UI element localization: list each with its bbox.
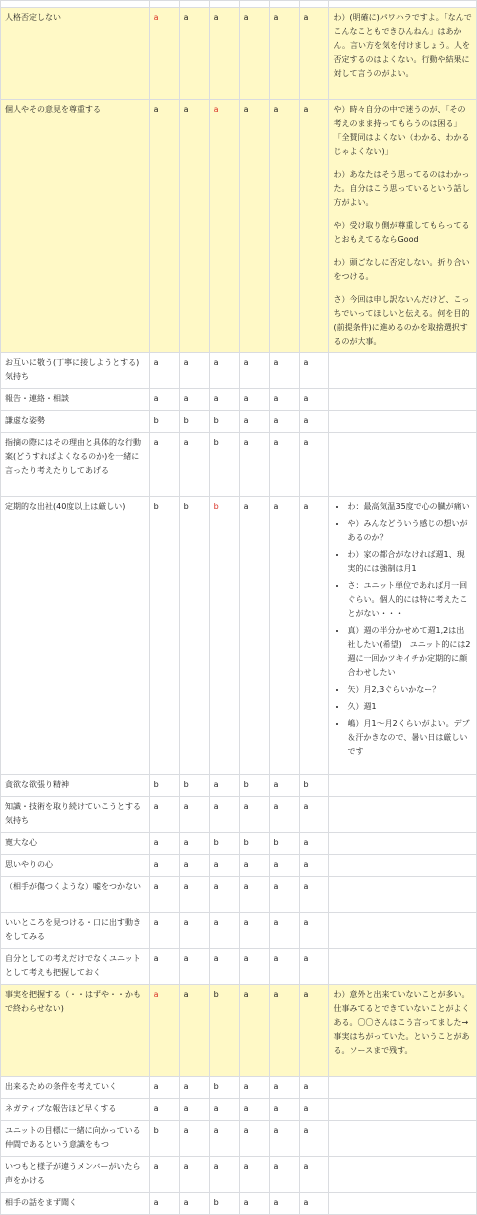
rating-cell[interactable]: a (299, 913, 329, 949)
comment-paragraph: わ）頭ごなしに否定しない。折り合いをつける。 (333, 258, 470, 281)
rating-cell[interactable]: a (239, 8, 269, 100)
comment-cell[interactable] (329, 389, 477, 411)
comment-list-item: • さ：ユニット単位であれば月一回ぐらい。個人的には特に考えたことがない・・・ (347, 579, 472, 621)
rating-cell[interactable]: a (269, 100, 299, 353)
rating-cell[interactable]: a (299, 100, 329, 353)
rating-cell[interactable]: a (299, 855, 329, 877)
rating-cell[interactable]: a (299, 1193, 329, 1215)
rating-cell[interactable]: a (149, 985, 179, 1077)
comment-list (333, 500, 472, 759)
rating-cell[interactable]: a (149, 797, 179, 833)
comment-cell[interactable] (329, 1157, 477, 1193)
comment-cell[interactable] (329, 100, 477, 353)
comment-list-item: • や）みんなどういう感じの想いがあるのか？ (347, 517, 472, 545)
rating-cell[interactable]: a (269, 497, 299, 775)
table-row (1, 497, 477, 775)
rating-cell[interactable]: b (149, 497, 179, 775)
row-label[interactable]: 思いやりの心 (1, 855, 150, 877)
rating-cell[interactable]: a (269, 877, 299, 913)
rating-cell[interactable]: a (299, 797, 329, 833)
row-label[interactable]: 出来るための条件を考えていく (1, 1077, 150, 1099)
rating-cell[interactable]: a (179, 985, 209, 1077)
rating-cell[interactable]: a (179, 1077, 209, 1099)
table-row (1, 775, 477, 797)
rating-cell[interactable]: b (179, 411, 209, 433)
rating-cell[interactable]: a (149, 913, 179, 949)
rating-cell[interactable]: a (239, 877, 269, 913)
rating-cell[interactable]: a (299, 833, 329, 855)
comment-paragraph: や）時々自分の中で迷うのが、「その考えのまま持ってもらうのは困る」「全賛同はよくない（わかる、わかるじゃよくない)」 (333, 105, 470, 156)
table-row (1, 411, 477, 433)
rating-cell[interactable]: a (299, 433, 329, 497)
rating-cell[interactable]: a (269, 1157, 299, 1193)
row-label[interactable]: 自分としての考えだけでなくユニットとして考えも把握しておく (1, 949, 150, 985)
row-label[interactable]: 知識・技術を取り続けていこうとする気持ち (1, 797, 150, 833)
rating-cell[interactable]: b (299, 775, 329, 797)
row-label[interactable]: お互いに敬う(丁寧に接しようとする)気持ち (1, 353, 150, 389)
rating-cell[interactable]: a (269, 1121, 299, 1157)
rating-cell[interactable]: a (239, 855, 269, 877)
table-body (1, 1, 477, 1215)
rating-cell[interactable]: a (179, 100, 209, 353)
rating-cell[interactable]: a (209, 913, 239, 949)
rating-cell[interactable]: a (269, 433, 299, 497)
comment-cell[interactable] (329, 949, 477, 985)
rating-cell[interactable]: a (149, 1193, 179, 1215)
rating-cell[interactable]: a (239, 1157, 269, 1193)
rating-cell[interactable]: b (149, 411, 179, 433)
comment-list-item: • わ：最高気温35度で心の臓が痛い (347, 500, 472, 514)
rating-cell[interactable]: a (209, 775, 239, 797)
comment-paragraph: や）受け取り側が尊重してもらってるとおもえてるならGood (333, 221, 470, 244)
rating-cell[interactable]: a (149, 100, 179, 353)
rating-cell[interactable]: a (149, 855, 179, 877)
row-label[interactable]: 報告・連絡・相談 (1, 389, 150, 411)
table-row (1, 833, 477, 855)
table-row (1, 985, 477, 1077)
comment-cell[interactable] (329, 775, 477, 797)
rating-cell[interactable]: a (269, 353, 299, 389)
rating-cell[interactable]: a (209, 389, 239, 411)
rating-cell[interactable]: b (209, 1077, 239, 1099)
rating-cell[interactable]: a (149, 949, 179, 985)
rating-cell[interactable]: a (299, 497, 329, 775)
rating-cell[interactable]: a (149, 389, 179, 411)
rating-cell[interactable]: a (209, 353, 239, 389)
rating-cell[interactable]: a (179, 1121, 209, 1157)
rating-cell[interactable]: b (209, 497, 239, 775)
row-label[interactable]: 謙虚な姿勢 (1, 411, 150, 433)
comment-cell[interactable] (329, 797, 477, 833)
table-row (1, 797, 477, 833)
row-label[interactable]: 指摘の際にはその理由と具体的な行動案(どうすればよくなるのか)を一緒に言ったり考えたりしてあげる (1, 433, 150, 497)
rating-cell[interactable]: a (239, 353, 269, 389)
rating-cell[interactable]: a (239, 1121, 269, 1157)
rating-cell[interactable]: a (179, 877, 209, 913)
rating-cell[interactable]: a (269, 1193, 299, 1215)
rating-cell[interactable]: a (209, 1121, 239, 1157)
rating-cell[interactable]: a (299, 389, 329, 411)
rating-cell[interactable]: a (269, 855, 299, 877)
table-row (1, 1077, 477, 1099)
row-label[interactable]: （相手が傷つくような）嘘をつかない (1, 877, 150, 913)
table-row (1, 1193, 477, 1215)
rating-cell[interactable]: a (269, 1099, 299, 1121)
table-row (1, 353, 477, 389)
rating-cell[interactable]: a (149, 877, 179, 913)
rating-cell[interactable]: a (269, 8, 299, 100)
rating-cell[interactable]: a (239, 913, 269, 949)
rating-cell[interactable]: a (149, 353, 179, 389)
rating-cell[interactable]: a (239, 411, 269, 433)
table-row (1, 433, 477, 497)
rating-cell[interactable]: b (179, 775, 209, 797)
rating-cell[interactable]: a (179, 855, 209, 877)
rating-cell[interactable]: a (149, 1077, 179, 1099)
rating-cell[interactable]: b (209, 411, 239, 433)
comment-list-item: • 嶋）月1〜月2くらいがよい。デブ＆汗かきなので、暑い日は厳しいです (347, 717, 472, 759)
rating-cell[interactable]: b (149, 1121, 179, 1157)
row-label[interactable]: 事実を把握する（・・はずや・・かもで終わらせない) (1, 985, 150, 1077)
table-row (1, 949, 477, 985)
rating-cell[interactable]: a (209, 1157, 239, 1193)
rating-cell[interactable]: b (209, 833, 239, 855)
row-label[interactable]: ユニットの目標に一緒に向かっている仲間であるという意識をもつ (1, 1121, 150, 1157)
table-row (1, 1157, 477, 1193)
table-row (1, 100, 477, 353)
rating-cell[interactable]: a (179, 1157, 209, 1193)
comment-paragraph: わ）(明確に)パワハラですよ。「なんでこんなこともできひんねん」はあかん。言い方を気を付けましょう。人を否定するのはよくない。行動や結果に対して言うのがよい。 (333, 13, 472, 78)
table-row (1, 855, 477, 877)
rating-cell[interactable]: b (209, 1193, 239, 1215)
row-label[interactable]: 個人やその意見を尊重する (1, 100, 150, 353)
comment-cell[interactable] (329, 1099, 477, 1121)
row-label[interactable]: 貪欲な欲張り精神 (1, 775, 150, 797)
rating-cell[interactable]: b (239, 775, 269, 797)
rating-cell[interactable]: b (179, 497, 209, 775)
rating-cell[interactable]: a (299, 1077, 329, 1099)
rating-cell[interactable]: a (239, 985, 269, 1077)
rating-cell[interactable]: a (209, 797, 239, 833)
rating-cell[interactable]: a (269, 389, 299, 411)
rating-cell[interactable]: b (209, 985, 239, 1077)
table-row (1, 877, 477, 913)
table-row (1, 1121, 477, 1157)
rating-cell[interactable]: a (239, 1193, 269, 1215)
rating-cell[interactable]: a (209, 949, 239, 985)
rating-cell[interactable]: a (209, 1099, 239, 1121)
comment-cell[interactable] (329, 497, 477, 775)
rating-cell[interactable]: a (179, 389, 209, 411)
rating-cell[interactable]: a (299, 985, 329, 1077)
comment-paragraph: さ）今回は申し訳ないんだけど、こっちでいってほしいと伝える。何を目的(前提条件)に進めるのかを取捨選択するのが大事。 (333, 295, 470, 346)
rating-cell[interactable]: a (149, 833, 179, 855)
rating-cell[interactable]: a (299, 8, 329, 100)
row-label[interactable]: いいところを見つける・口に出す動きをしてみる (1, 913, 150, 949)
rating-cell[interactable]: a (239, 389, 269, 411)
rating-cell[interactable]: a (179, 913, 209, 949)
row-label[interactable]: ネガティブな報告ほど早くする (1, 1099, 150, 1121)
rating-cell[interactable]: a (239, 497, 269, 775)
rating-cell[interactable]: a (179, 1099, 209, 1121)
rating-cell[interactable]: a (149, 8, 179, 100)
comment-cell[interactable] (329, 833, 477, 855)
comment-cell[interactable] (329, 855, 477, 877)
table-row (1, 389, 477, 411)
row-label[interactable]: 定期的な出社(40度以上は厳しい) (1, 497, 150, 775)
rating-cell[interactable]: a (149, 1157, 179, 1193)
row-label[interactable]: 寛大な心 (1, 833, 150, 855)
table-row (1, 1099, 477, 1121)
row-label[interactable]: いつもと様子が違うメンバーがいたら声をかける (1, 1157, 150, 1193)
rating-cell[interactable]: a (299, 411, 329, 433)
rating-cell[interactable]: a (299, 949, 329, 985)
rating-cell[interactable]: a (269, 1077, 299, 1099)
comment-list-item: • 矢）月2,3ぐらいかなー？ (347, 683, 472, 697)
comment-list-item: • 久）週1 (347, 700, 472, 714)
rating-cell[interactable]: b (269, 833, 299, 855)
comment-cell[interactable] (329, 411, 477, 433)
table-row (1, 913, 477, 949)
comment-cell[interactable] (329, 1193, 477, 1215)
comment-paragraph: わ）意外と出来ていないことが多い。仕事みてるとできていないことがよくある。〇〇さんはこう言ってました→事実はちがっていた。ということがある。ソースまで残す。 (333, 990, 470, 1055)
rating-cell[interactable]: a (179, 797, 209, 833)
top-partial-row (1, 1, 477, 8)
rating-cell[interactable]: a (149, 1099, 179, 1121)
row-label[interactable]: 相手の話をまず聞く (1, 1193, 150, 1215)
rating-cell[interactable]: a (269, 775, 299, 797)
rating-cell[interactable]: a (299, 877, 329, 913)
rating-cell[interactable]: a (239, 1099, 269, 1121)
rating-cell[interactable]: a (239, 100, 269, 353)
comment-cell[interactable] (329, 1121, 477, 1157)
rating-cell[interactable]: a (209, 8, 239, 100)
comment-cell[interactable] (329, 913, 477, 949)
rating-cell[interactable]: b (209, 433, 239, 497)
comment-cell[interactable] (329, 1077, 477, 1099)
comment-list-item: • わ）家の都合がなければ週1、現実的には強制は月1 (347, 548, 472, 576)
rating-cell[interactable]: a (239, 1077, 269, 1099)
row-label[interactable]: 人格否定しない (1, 8, 150, 100)
comment-cell[interactable] (329, 985, 477, 1077)
rating-cell[interactable]: a (179, 1193, 209, 1215)
rating-cell[interactable]: a (209, 855, 239, 877)
rating-cell[interactable]: a (299, 353, 329, 389)
rating-cell[interactable]: a (269, 949, 299, 985)
comment-list-item: • 真）週の半分かせめて週1,2は出社したい(希望) ユニット的には2週に一回かツキイチか定期的に顔合わせしたい (347, 624, 472, 680)
rating-cell[interactable]: a (299, 1099, 329, 1121)
rating-cell[interactable]: a (239, 949, 269, 985)
comment-cell[interactable] (329, 353, 477, 389)
rating-cell[interactable]: a (239, 433, 269, 497)
rating-cell[interactable]: a (179, 353, 209, 389)
rating-cell[interactable]: a (179, 949, 209, 985)
rating-cell[interactable]: a (209, 877, 239, 913)
rating-cell[interactable]: a (179, 8, 209, 100)
rating-cell[interactable]: a (179, 833, 209, 855)
rating-cell[interactable]: a (179, 433, 209, 497)
rating-cell[interactable]: a (299, 1121, 329, 1157)
table-row (1, 8, 477, 100)
rating-cell[interactable]: a (269, 411, 299, 433)
comment-cell[interactable] (329, 8, 477, 100)
rating-cell[interactable]: a (269, 913, 299, 949)
rating-cell[interactable]: a (149, 433, 179, 497)
rating-cell[interactable]: b (149, 775, 179, 797)
rating-cell[interactable]: a (269, 985, 299, 1077)
rating-cell[interactable]: b (239, 833, 269, 855)
rating-cell[interactable]: a (239, 797, 269, 833)
comment-cell[interactable] (329, 877, 477, 913)
comment-paragraph: わ）あなたはそう思ってるのはわかった。自分はこう思っているという話し方がよい。 (333, 170, 470, 207)
comment-cell[interactable] (329, 433, 477, 497)
rating-cell[interactable]: a (299, 1157, 329, 1193)
rating-cell[interactable]: a (269, 797, 299, 833)
rating-cell[interactable]: a (209, 100, 239, 353)
